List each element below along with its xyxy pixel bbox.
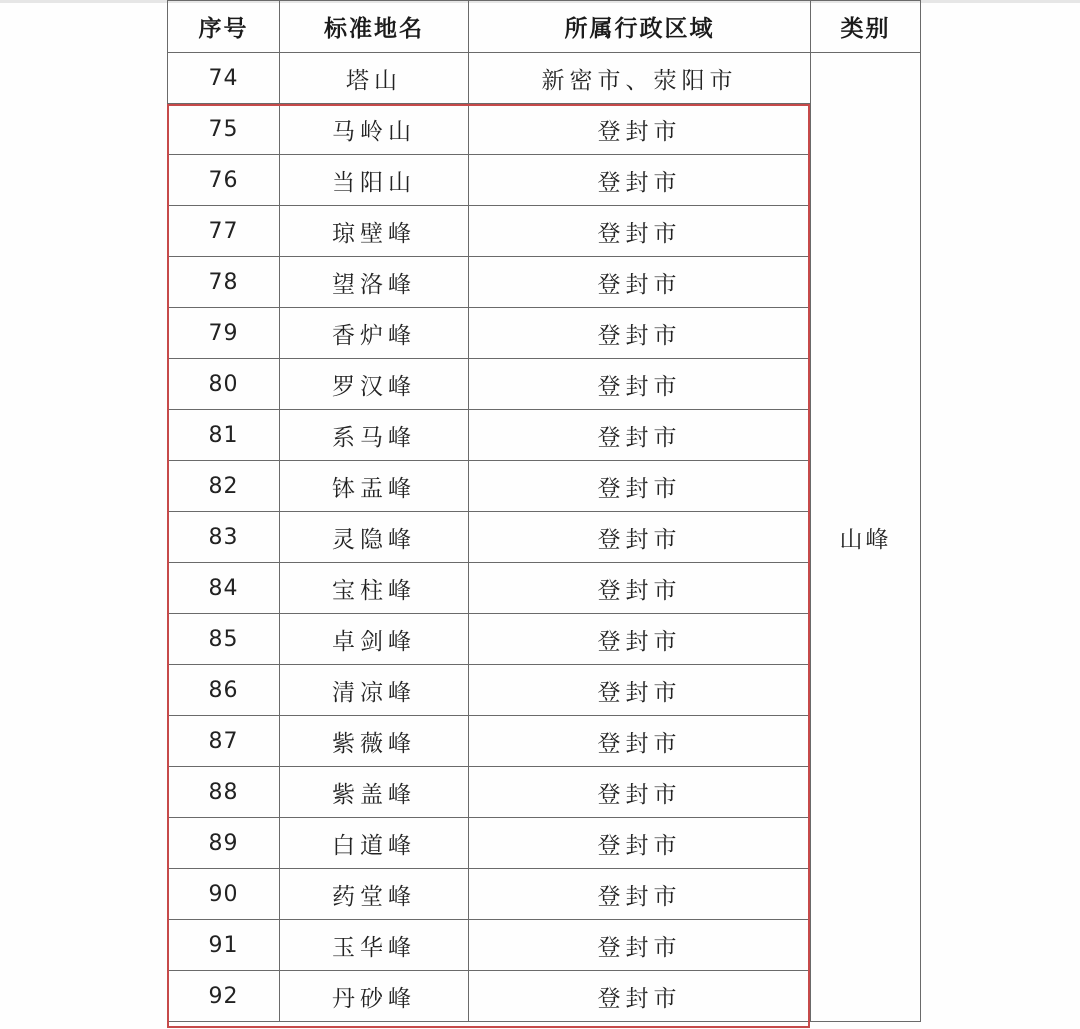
cell-index: 75: [168, 104, 280, 155]
table-row: [168, 665, 921, 716]
cell-admin-region: 登封市: [469, 308, 811, 359]
table-row: [168, 155, 921, 206]
cell-index: 82: [168, 461, 280, 512]
cell-index: 83: [168, 512, 280, 563]
cell-standard-name: 紫薇峰: [280, 716, 469, 767]
cell-admin-region: 登封市: [469, 818, 811, 869]
table-header-row: [168, 1, 921, 53]
header-standard-name: 标准地名: [280, 1, 469, 53]
table-row: [168, 818, 921, 869]
cell-index: 92: [168, 971, 280, 1022]
cell-standard-name: 清凉峰: [280, 665, 469, 716]
cell-index: 87: [168, 716, 280, 767]
cell-standard-name: 丹砂峰: [280, 971, 469, 1022]
cell-standard-name: 玉华峰: [280, 920, 469, 971]
cell-admin-region: 登封市: [469, 563, 811, 614]
table-body: [168, 53, 921, 1022]
cell-index: 90: [168, 869, 280, 920]
cell-index: 89: [168, 818, 280, 869]
cell-admin-region: 登封市: [469, 461, 811, 512]
cell-index: 84: [168, 563, 280, 614]
cell-admin-region: 登封市: [469, 257, 811, 308]
cell-admin-region: 登封市: [469, 359, 811, 410]
cell-category: 山峰: [811, 53, 921, 1022]
cell-admin-region: 登封市: [469, 512, 811, 563]
place-names-table: [167, 0, 921, 1022]
table-row: [168, 512, 921, 563]
cell-standard-name: 灵隐峰: [280, 512, 469, 563]
cell-index: 85: [168, 614, 280, 665]
cell-index: 77: [168, 206, 280, 257]
table-row: [168, 614, 921, 665]
table-row: [168, 869, 921, 920]
table-row: [168, 104, 921, 155]
table-row: [168, 206, 921, 257]
cell-index: 76: [168, 155, 280, 206]
cell-standard-name: 紫盖峰: [280, 767, 469, 818]
cell-standard-name: 琼壁峰: [280, 206, 469, 257]
table-row: [168, 308, 921, 359]
cell-standard-name: 宝柱峰: [280, 563, 469, 614]
cell-admin-region: 登封市: [469, 206, 811, 257]
cell-standard-name: 望洛峰: [280, 257, 469, 308]
cell-admin-region: 登封市: [469, 104, 811, 155]
cell-admin-region: 登封市: [469, 869, 811, 920]
cell-admin-region: 登封市: [469, 971, 811, 1022]
table-row: [168, 461, 921, 512]
table-row: [168, 257, 921, 308]
cell-standard-name: 白道峰: [280, 818, 469, 869]
cell-admin-region: 新密市、荥阳市: [469, 53, 811, 104]
cell-standard-name: 系马峰: [280, 410, 469, 461]
cell-standard-name: 塔山: [280, 53, 469, 104]
cell-standard-name: 药堂峰: [280, 869, 469, 920]
table-row: [168, 920, 921, 971]
cell-index: 86: [168, 665, 280, 716]
cell-standard-name: 当阳山: [280, 155, 469, 206]
cell-admin-region: 登封市: [469, 614, 811, 665]
cell-admin-region: 登封市: [469, 767, 811, 818]
cell-index: 88: [168, 767, 280, 818]
cell-index: 81: [168, 410, 280, 461]
cell-standard-name: 香炉峰: [280, 308, 469, 359]
table-row: [168, 53, 921, 104]
cell-admin-region: 登封市: [469, 716, 811, 767]
header-index: 序号: [168, 1, 280, 53]
cell-admin-region: 登封市: [469, 665, 811, 716]
table-row: [168, 359, 921, 410]
cell-index: 79: [168, 308, 280, 359]
table-row: [168, 563, 921, 614]
table-row: [168, 716, 921, 767]
cell-index: 91: [168, 920, 280, 971]
cell-standard-name: 卓剑峰: [280, 614, 469, 665]
table-row: [168, 971, 921, 1022]
cell-standard-name: 罗汉峰: [280, 359, 469, 410]
cell-admin-region: 登封市: [469, 155, 811, 206]
table-row: [168, 767, 921, 818]
header-admin-region: 所属行政区域: [469, 1, 811, 53]
header-category: 类别: [811, 1, 921, 53]
cell-standard-name: 钵盂峰: [280, 461, 469, 512]
cell-admin-region: 登封市: [469, 920, 811, 971]
cell-index: 80: [168, 359, 280, 410]
table-row: [168, 410, 921, 461]
cell-index: 78: [168, 257, 280, 308]
cell-index: 74: [168, 53, 280, 104]
cell-standard-name: 马岭山: [280, 104, 469, 155]
cell-admin-region: 登封市: [469, 410, 811, 461]
